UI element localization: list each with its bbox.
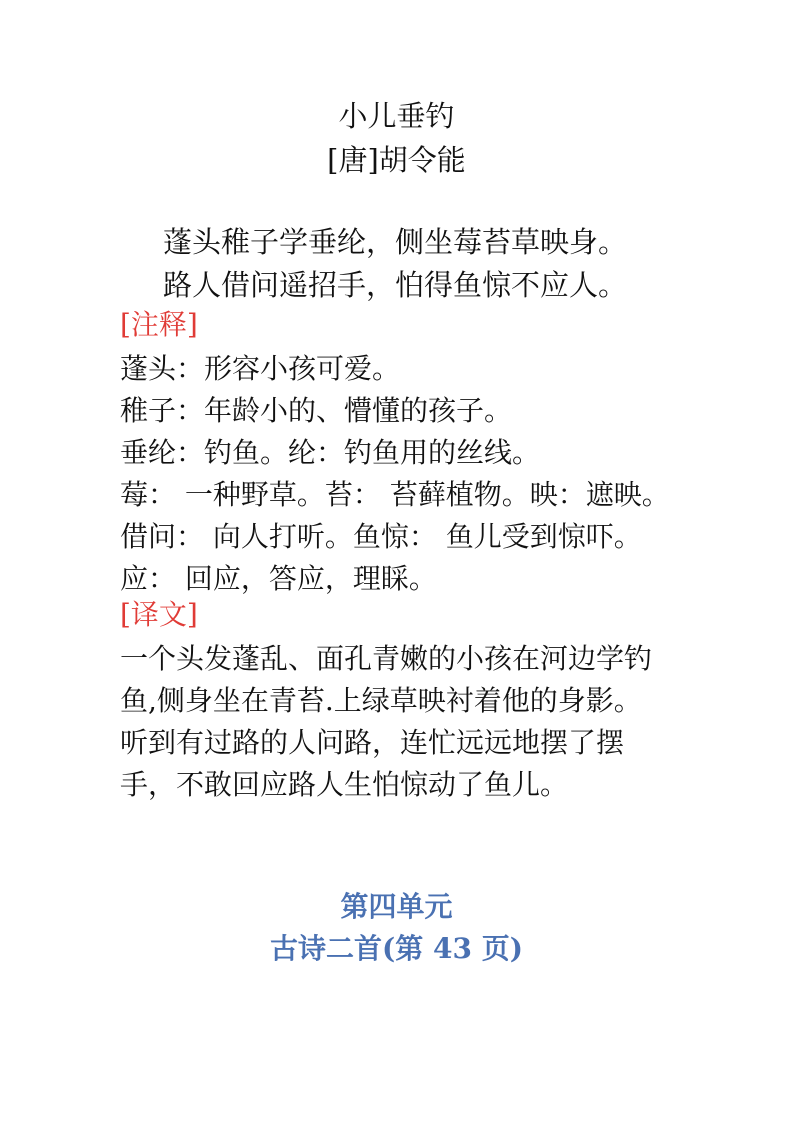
poem-author: [唐]胡令能 xyxy=(327,143,466,177)
note-item-4: 莓： 一种野草。苔： 苔藓植物。映：遮映。 xyxy=(120,478,670,511)
unit-heading: 第四单元 xyxy=(340,890,453,923)
notes-heading: [注释] xyxy=(120,308,198,341)
note-item-1: 蓬头：形容小孩可爱。 xyxy=(120,352,401,385)
translation-line-4: 手，不敢回应路人生怕惊动了鱼儿。 xyxy=(120,768,569,801)
translation-heading: [译文] xyxy=(120,598,198,631)
translation-line-1: 一个头发蓬乱、面孔青嫩的小孩在河边学钓 xyxy=(120,642,653,675)
note-item-2: 稚子：年龄小的、懵懂的孩子。 xyxy=(120,394,513,427)
note-item-6: 应： 回应，答应，理睬。 xyxy=(120,562,437,595)
note-item-5: 借问： 向人打听。鱼惊： 鱼儿受到惊吓。 xyxy=(120,520,642,553)
poem-title: 小儿垂钓 xyxy=(338,99,455,133)
translation-line-2: 鱼,侧身坐在青苔.上绿草映衬着他的身影。 xyxy=(120,684,642,717)
lesson-heading: 古诗二首(第 43 页) xyxy=(270,932,523,965)
note-item-3: 垂纶：钓鱼。纶：钓鱼用的丝线。 xyxy=(120,436,541,469)
poem-line-1: 蓬头稚子学垂纶，侧坐莓苔草映身。 xyxy=(163,225,628,259)
poem-line-2: 路人借问遥招手，怕得鱼惊不应人。 xyxy=(163,268,628,302)
translation-line-3: 听到有过路的人问路，连忙远远地摆了摆 xyxy=(120,726,625,759)
